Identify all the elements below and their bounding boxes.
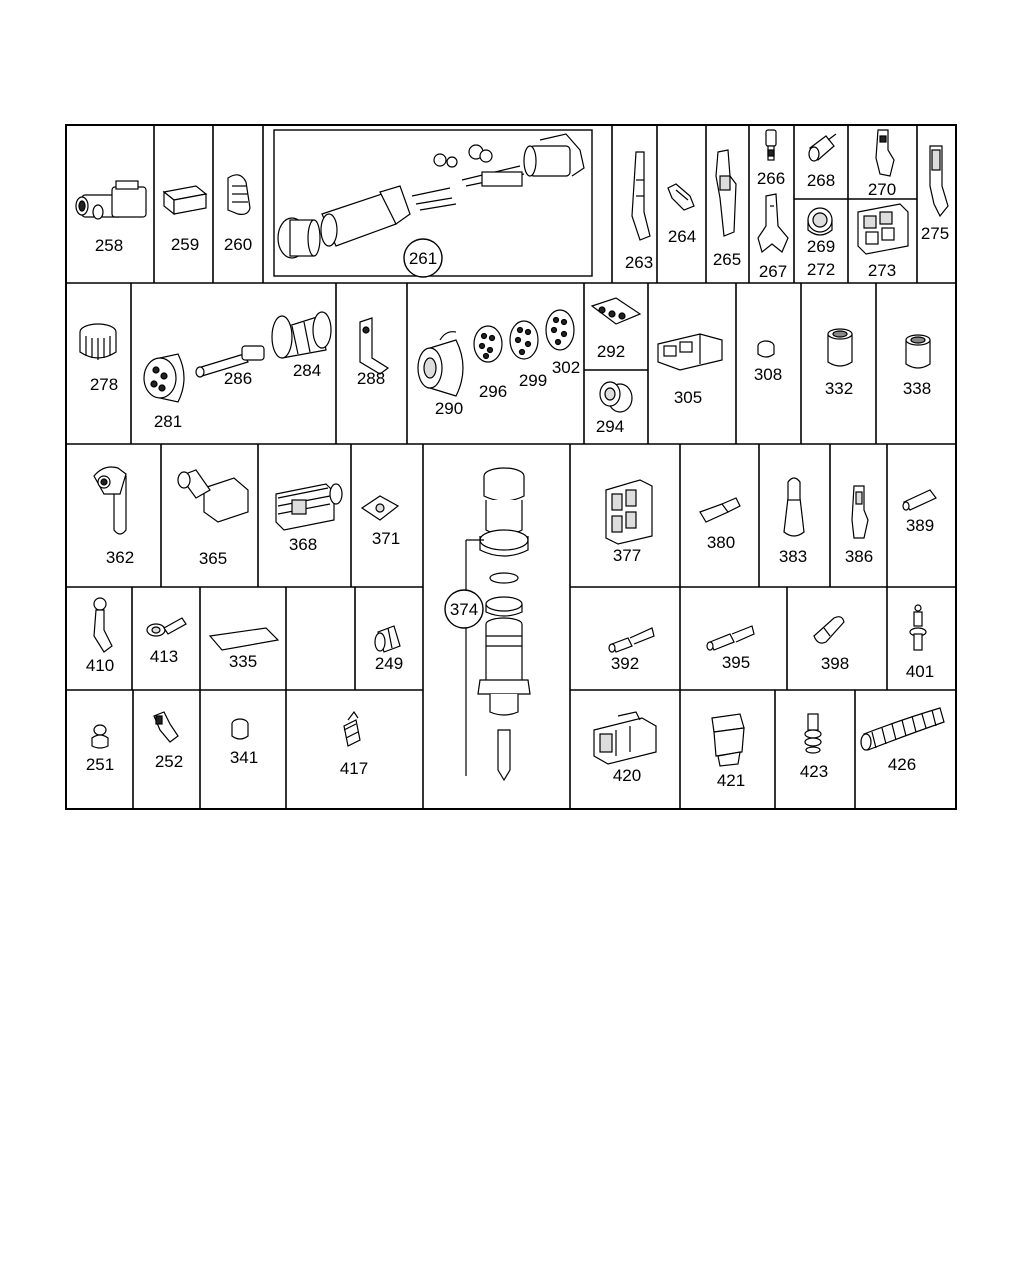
sleeve-icon	[906, 335, 930, 368]
part-label-362[interactable]: 362	[105, 548, 135, 567]
tape-icon	[210, 628, 278, 650]
sleeve-icon	[828, 329, 852, 366]
terminal-pin-icon	[930, 146, 948, 216]
connector-housing-icon	[712, 714, 744, 766]
part-label-281[interactable]: 281	[153, 412, 183, 431]
part-label-266[interactable]: 266	[756, 169, 786, 188]
terminal-pin-icon	[852, 486, 868, 538]
part-label-267[interactable]: 267	[758, 262, 788, 281]
grommet-icon	[600, 382, 632, 412]
part-label-389[interactable]: 389	[905, 516, 935, 535]
part-label-284[interactable]: 284	[292, 361, 322, 380]
part-label-305[interactable]: 305	[673, 388, 703, 407]
part-label-401[interactable]: 401	[905, 662, 935, 681]
terminal-pin-icon	[716, 150, 736, 236]
connector-housing-icon	[658, 334, 722, 370]
box-housing-icon	[164, 186, 206, 214]
part-label-269[interactable]: 269	[806, 237, 836, 256]
nut-icon	[80, 324, 116, 360]
grommet-icon	[92, 725, 108, 748]
nut-icon	[808, 208, 832, 235]
round-connector-icon	[144, 354, 184, 402]
part-label-302[interactable]: 302	[551, 358, 581, 377]
part-label-252[interactable]: 252	[154, 752, 184, 771]
part-drawings	[76, 130, 948, 780]
insert-disc-icon	[474, 326, 502, 362]
part-label-338[interactable]: 338	[902, 379, 932, 398]
part-label-410[interactable]: 410	[85, 656, 115, 675]
insert-disc-icon	[546, 310, 574, 350]
plug-icon	[375, 626, 400, 652]
terminal-icon	[700, 498, 740, 522]
terminal-icon	[609, 628, 654, 652]
part-label-392[interactable]: 392	[610, 654, 640, 673]
part-label-278[interactable]: 278	[89, 375, 119, 394]
part-label-260[interactable]: 260	[223, 235, 253, 254]
terminal-icon	[154, 712, 178, 742]
terminal-icon	[876, 130, 894, 176]
seal-cap-icon	[228, 175, 250, 215]
terminal-pin-icon	[758, 194, 788, 252]
part-label-261[interactable]: 261	[408, 249, 438, 268]
part-label-296[interactable]: 296	[478, 382, 508, 401]
part-label-288[interactable]: 288	[356, 369, 386, 388]
terminal-icon	[668, 184, 694, 210]
part-label-263[interactable]: 263	[624, 253, 654, 272]
part-label-413[interactable]: 413	[149, 647, 179, 666]
callouts	[404, 239, 483, 628]
multi-connector-icon	[858, 204, 908, 254]
part-label-383[interactable]: 383	[778, 547, 808, 566]
angled-plug-icon	[94, 467, 126, 534]
part-label-292[interactable]: 292	[596, 342, 626, 361]
insert-disc-icon	[510, 321, 538, 359]
part-label-395[interactable]: 395	[721, 653, 751, 672]
seal-strip-icon	[592, 298, 640, 324]
terminal-pin-icon	[94, 598, 112, 652]
connector-housing-icon	[276, 484, 342, 530]
part-label-386[interactable]: 386	[844, 547, 874, 566]
part-label-272[interactable]: 272	[806, 260, 836, 279]
part-label-421[interactable]: 421	[716, 771, 746, 790]
plug-icon	[809, 134, 836, 161]
part-label-268[interactable]: 268	[806, 171, 836, 190]
bracket-icon	[360, 318, 388, 374]
part-label-368[interactable]: 368	[288, 535, 318, 554]
plug-icon	[232, 719, 248, 739]
part-label-423[interactable]: 423	[799, 762, 829, 781]
terminal-pin-icon	[632, 152, 650, 240]
butt-connector-icon	[903, 490, 936, 510]
connector-kit-icon	[278, 134, 584, 258]
part-label-420[interactable]: 420	[612, 766, 642, 785]
part-label-398[interactable]: 398	[820, 654, 850, 673]
part-label-249[interactable]: 249	[374, 654, 404, 673]
part-label-332[interactable]: 332	[824, 379, 854, 398]
part-label-299[interactable]: 299	[518, 371, 548, 390]
part-label-264[interactable]: 264	[667, 227, 697, 246]
part-label-286[interactable]: 286	[223, 369, 253, 388]
angled-connector-icon	[178, 470, 248, 522]
two-pin-connector-icon	[76, 181, 146, 219]
pin-icon	[910, 605, 926, 650]
part-label-380[interactable]: 380	[706, 533, 736, 552]
corrugated-tube-icon	[861, 708, 944, 750]
clip-icon	[344, 712, 360, 746]
part-label-270[interactable]: 270	[867, 180, 897, 199]
gasket-icon	[362, 496, 398, 520]
part-label-374[interactable]: 374	[449, 600, 479, 619]
part-label-308[interactable]: 308	[753, 365, 783, 384]
part-label-365[interactable]: 365	[198, 549, 228, 568]
plug-icon	[758, 341, 774, 357]
part-label-335[interactable]: 335	[228, 652, 258, 671]
bullet-connector-icon	[814, 617, 844, 643]
part-label-341[interactable]: 341	[229, 748, 259, 767]
part-label-377[interactable]: 377	[612, 546, 642, 565]
part-label-258[interactable]: 258	[94, 236, 124, 255]
part-label-275[interactable]: 275	[920, 224, 950, 243]
part-label-259[interactable]: 259	[170, 235, 200, 254]
round-connector-icon	[272, 312, 331, 358]
connector-housing-icon	[594, 712, 656, 764]
part-label-290[interactable]: 290	[434, 399, 464, 418]
part-label-251[interactable]: 251	[85, 755, 115, 774]
seal-icon	[805, 714, 821, 753]
part-label-294[interactable]: 294	[595, 417, 625, 436]
part-label-426[interactable]: 426	[887, 755, 917, 774]
part-label-417[interactable]: 417	[339, 759, 369, 778]
terminal-icon	[766, 130, 776, 160]
part-label-265[interactable]: 265	[712, 250, 742, 269]
boot-icon	[784, 478, 804, 536]
multi-connector-icon	[606, 480, 652, 544]
part-label-371[interactable]: 371	[371, 529, 401, 548]
part-label-273[interactable]: 273	[867, 261, 897, 280]
terminal-icon	[707, 626, 754, 650]
ring-terminal-icon	[147, 618, 186, 636]
round-connector-icon	[418, 332, 463, 396]
